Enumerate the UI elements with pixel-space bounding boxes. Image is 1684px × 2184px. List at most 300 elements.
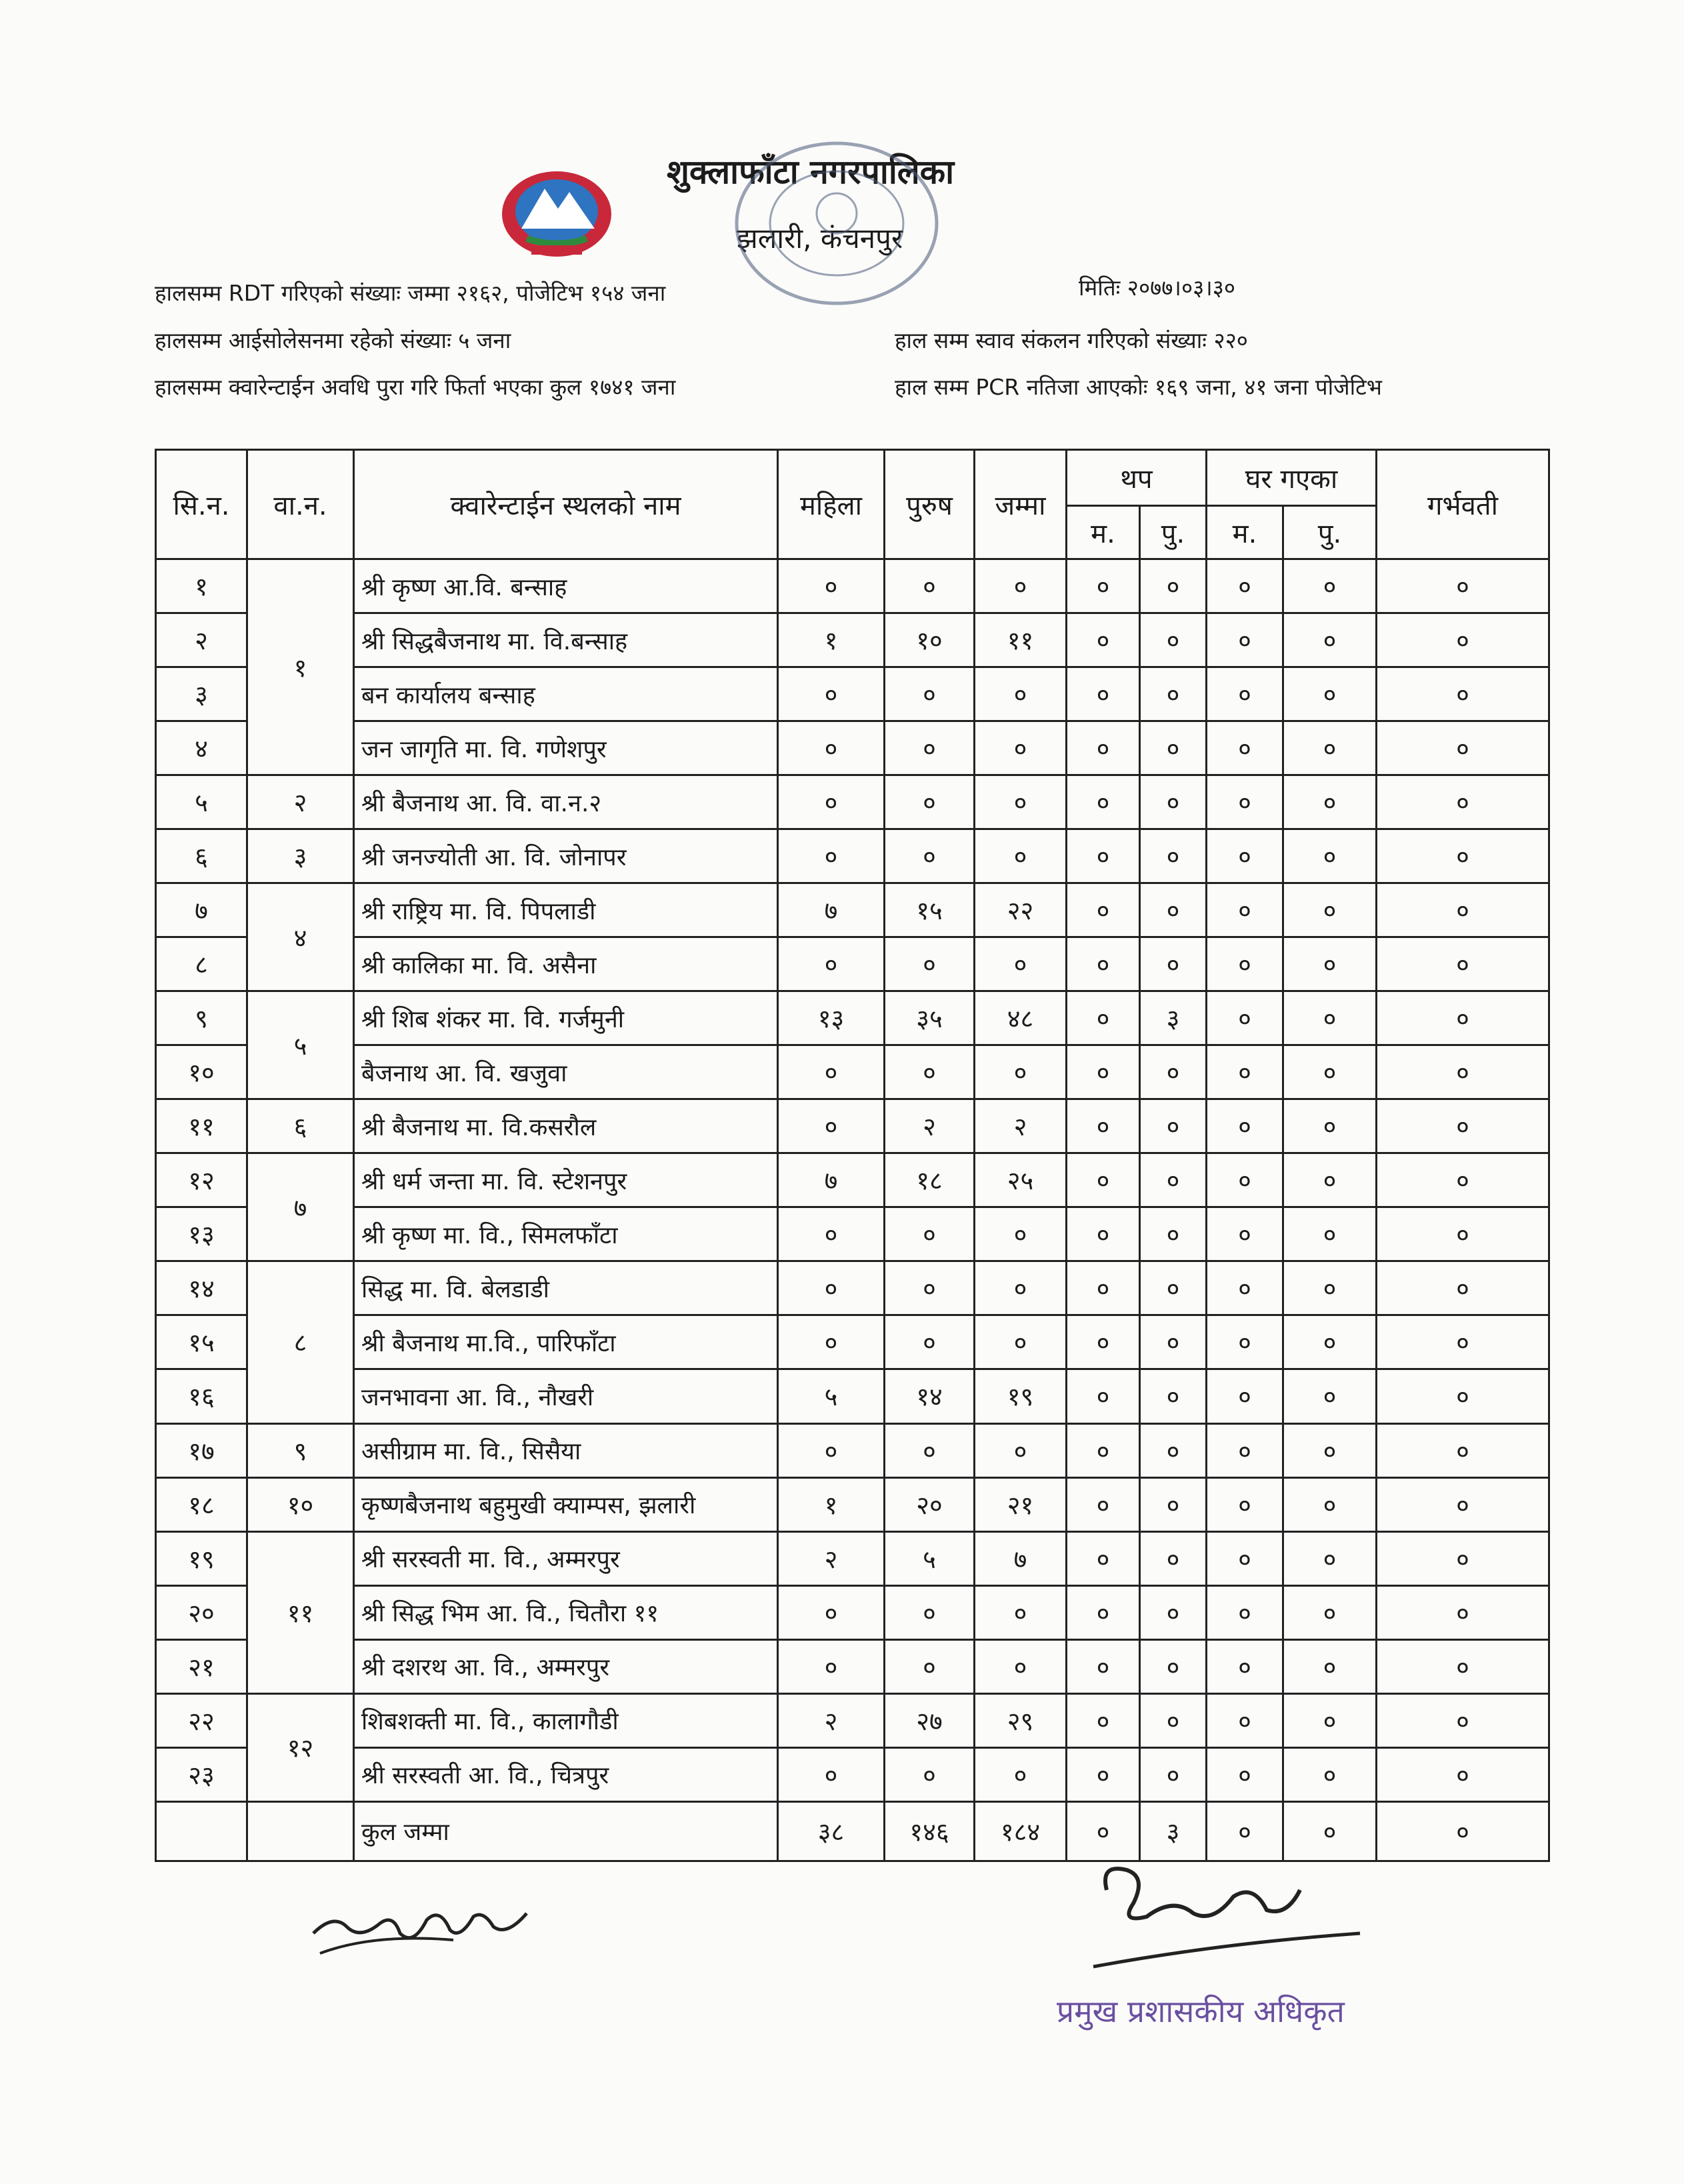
cell-extra-male: ०: [1140, 1261, 1207, 1315]
total-total: १८४: [975, 1801, 1067, 1861]
cell-home-female: ०: [1207, 1693, 1283, 1747]
cell-male: १४: [885, 1369, 975, 1423]
cell-location-name: श्री दशरथ आ. वि., अम्मरपुर: [354, 1639, 778, 1693]
cell-male: १५: [885, 883, 975, 937]
municipality-title: शुक्लाफाँटा नगरपालिका: [667, 153, 955, 191]
cell-extra-male: ०: [1140, 883, 1207, 937]
total-label: कुल जम्मा: [354, 1801, 778, 1861]
cell-extra-female: ०: [1067, 1099, 1140, 1153]
cell-male: १८: [885, 1153, 975, 1207]
cell-pregnant: ०: [1377, 1747, 1549, 1801]
cell-extra-female: ०: [1067, 1639, 1140, 1693]
cell-extra-male: ०: [1140, 1045, 1207, 1099]
cell-pregnant: ०: [1377, 1477, 1549, 1531]
cell-total: ०: [975, 1747, 1067, 1801]
table-row: [156, 1423, 1549, 1477]
cell-ward: [247, 1801, 354, 1861]
cell-extra-female: ०: [1067, 1423, 1140, 1477]
cell-male: ०: [885, 721, 975, 775]
cell-male: ०: [885, 1585, 975, 1639]
table-row: [156, 559, 1549, 613]
cell-sn: [156, 1801, 247, 1861]
cell-total: ०: [975, 1585, 1067, 1639]
cell-location-name: जनभावना आ. वि., नौखरी: [354, 1369, 778, 1423]
cell-extra-female: ०: [1067, 1477, 1140, 1531]
cell-pregnant: ०: [1377, 1315, 1549, 1369]
cell-home-female: ०: [1207, 1477, 1283, 1531]
cell-home-female: ०: [1207, 829, 1283, 883]
cell-home-female: ०: [1207, 1315, 1283, 1369]
cell-home-female: ०: [1207, 1261, 1283, 1315]
total-home-female: ०: [1207, 1801, 1283, 1861]
table-row: [156, 829, 1549, 883]
cell-location-name: श्री कृष्ण आ.वि. बन्साह: [354, 559, 778, 613]
cell-female: २: [778, 1531, 885, 1585]
cell-sn: ९: [156, 991, 247, 1045]
cell-sn: ५: [156, 775, 247, 829]
cell-extra-female: ०: [1067, 937, 1140, 991]
cell-total: ०: [975, 1315, 1067, 1369]
header-pregnant: गर्भवती: [1377, 450, 1549, 559]
cell-extra-male: ०: [1140, 775, 1207, 829]
cell-ward: २: [247, 775, 354, 829]
table-row: [156, 613, 1549, 667]
cell-home-male: ०: [1283, 1423, 1377, 1477]
cell-home-male: ०: [1283, 1099, 1377, 1153]
cell-total: ०: [975, 1045, 1067, 1099]
cell-location-name: जन जागृति मा. वि. गणेशपुर: [354, 721, 778, 775]
cell-home-female: ०: [1207, 721, 1283, 775]
cell-location-name: श्री बैजनाथ मा.वि., पारिफाँटा: [354, 1315, 778, 1369]
cell-home-male: ०: [1283, 667, 1377, 721]
cell-female: ०: [778, 1261, 885, 1315]
cell-pregnant: ०: [1377, 1099, 1549, 1153]
returned-count-text: हालसम्म क्वारेन्टाईन अवधि पुरा गरि फिर्ता भएका कुल १७४१ जना: [155, 374, 676, 400]
cell-location-name: श्री सरस्वती मा. वि., अम्मरपुर: [354, 1531, 778, 1585]
cell-home-female: ०: [1207, 1369, 1283, 1423]
cell-total: ०: [975, 721, 1067, 775]
cell-home-male: ०: [1283, 1315, 1377, 1369]
cell-extra-female: ०: [1067, 1153, 1140, 1207]
cell-female: ५: [778, 1369, 885, 1423]
cell-female: ०: [778, 559, 885, 613]
office-stamp-icon: [727, 133, 947, 313]
cell-home-male: ०: [1283, 991, 1377, 1045]
cell-extra-male: ०: [1140, 937, 1207, 991]
cell-home-female: ०: [1207, 1207, 1283, 1261]
cell-extra-male: ०: [1140, 1369, 1207, 1423]
cell-male: २०: [885, 1477, 975, 1531]
cell-home-female: ०: [1207, 667, 1283, 721]
cell-ward: ६: [247, 1099, 354, 1153]
cell-home-female: ०: [1207, 991, 1283, 1045]
cell-ward: १: [247, 559, 354, 775]
header-home-female: म.: [1207, 506, 1283, 559]
table-row: [156, 1153, 1549, 1207]
cell-ward: ५: [247, 991, 354, 1099]
cell-total: २९: [975, 1693, 1067, 1747]
cell-home-male: ०: [1283, 775, 1377, 829]
cell-location-name: श्री कालिका मा. वि. असैना: [354, 937, 778, 991]
cell-female: १३: [778, 991, 885, 1045]
right-signature: [1087, 1850, 1367, 1983]
cell-ward: १०: [247, 1477, 354, 1531]
cell-male: ०: [885, 1261, 975, 1315]
cell-sn: १३: [156, 1207, 247, 1261]
cell-sn: २२: [156, 1693, 247, 1747]
cell-extra-female: ०: [1067, 667, 1140, 721]
cell-female: ०: [778, 667, 885, 721]
cell-home-male: ०: [1283, 1747, 1377, 1801]
header-extra-male: पु.: [1140, 506, 1207, 559]
header-total: जम्मा: [975, 450, 1067, 559]
cell-male: ०: [885, 1315, 975, 1369]
cell-pregnant: ०: [1377, 667, 1549, 721]
cell-ward: ११: [247, 1531, 354, 1693]
cell-pregnant: ०: [1377, 937, 1549, 991]
cell-home-male: ०: [1283, 1045, 1377, 1099]
cell-home-male: ०: [1283, 829, 1377, 883]
cell-extra-female: ०: [1067, 1315, 1140, 1369]
cell-extra-female: ०: [1067, 829, 1140, 883]
total-pregnant: ०: [1377, 1801, 1549, 1861]
cell-ward: ७: [247, 1153, 354, 1261]
cell-home-female: ०: [1207, 1423, 1283, 1477]
cell-extra-male: ०: [1140, 1153, 1207, 1207]
table-row: [156, 1261, 1549, 1315]
cell-location-name: श्री सिद्धबैजनाथ मा. वि.बन्साह: [354, 613, 778, 667]
cell-male: २७: [885, 1693, 975, 1747]
cell-home-male: ०: [1283, 1531, 1377, 1585]
cell-extra-male: ०: [1140, 1639, 1207, 1693]
table-row: [156, 1369, 1549, 1423]
cell-extra-female: ०: [1067, 883, 1140, 937]
cell-ward: ९: [247, 1423, 354, 1477]
nepal-emblem-icon: [495, 162, 619, 262]
total-male: १४६: [885, 1801, 975, 1861]
cell-pregnant: ०: [1377, 559, 1549, 613]
cell-total: ०: [975, 937, 1067, 991]
cell-pregnant: ०: [1377, 1207, 1549, 1261]
cell-total: २१: [975, 1477, 1067, 1531]
cell-extra-female: ०: [1067, 991, 1140, 1045]
left-signature: [307, 1887, 547, 1967]
cell-extra-male: ०: [1140, 1531, 1207, 1585]
cell-home-male: ०: [1283, 1693, 1377, 1747]
cell-sn: १२: [156, 1153, 247, 1207]
cell-sn: २०: [156, 1585, 247, 1639]
header-ward: वा.न.: [247, 450, 354, 559]
municipality-address: झलारी, कंचनपुर: [737, 222, 903, 255]
table-row: [156, 883, 1549, 937]
cell-extra-female: ०: [1067, 1045, 1140, 1099]
date-text: मितिः २०७७।०३।३०: [1079, 275, 1236, 301]
cell-extra-male: ०: [1140, 613, 1207, 667]
cell-location-name: शिबशक्ती मा. वि., कालागौडी: [354, 1693, 778, 1747]
cell-sn: ४: [156, 721, 247, 775]
header-home-male: पु.: [1283, 506, 1377, 559]
cell-female: ०: [778, 1315, 885, 1369]
cell-sn: १८: [156, 1477, 247, 1531]
table-row: [156, 1045, 1549, 1099]
cell-extra-female: ०: [1067, 1693, 1140, 1747]
cell-total: ०: [975, 1207, 1067, 1261]
table-row: [156, 937, 1549, 991]
cell-extra-female: ०: [1067, 559, 1140, 613]
header-female: महिला: [778, 450, 885, 559]
cell-sn: ११: [156, 1099, 247, 1153]
cell-pregnant: ०: [1377, 613, 1549, 667]
cell-sn: १९: [156, 1531, 247, 1585]
cell-location-name: श्री शिब शंकर मा. वि. गर्जमुनी: [354, 991, 778, 1045]
cell-home-female: ०: [1207, 1045, 1283, 1099]
cell-pregnant: ०: [1377, 1261, 1549, 1315]
cell-sn: ३: [156, 667, 247, 721]
cell-extra-female: ०: [1067, 1369, 1140, 1423]
cell-home-male: ०: [1283, 721, 1377, 775]
cell-home-male: ०: [1283, 1585, 1377, 1639]
cell-total: ०: [975, 1423, 1067, 1477]
cell-home-male: ०: [1283, 1261, 1377, 1315]
cell-pregnant: ०: [1377, 883, 1549, 937]
table-row: [156, 1693, 1549, 1747]
table-row: [156, 721, 1549, 775]
table-row: [156, 1639, 1549, 1693]
cell-home-female: ०: [1207, 1099, 1283, 1153]
cell-extra-female: ०: [1067, 1207, 1140, 1261]
cell-location-name: श्री बैजनाथ आ. वि. वा.न.२: [354, 775, 778, 829]
cell-sn: २३: [156, 1747, 247, 1801]
cell-male: २: [885, 1099, 975, 1153]
cell-extra-female: ०: [1067, 1585, 1140, 1639]
cell-location-name: कृष्णबैजनाथ बहुमुखी क्याम्पस, झलारी: [354, 1477, 778, 1531]
table-row: [156, 1207, 1549, 1261]
cell-total: १९: [975, 1369, 1067, 1423]
cell-male: १०: [885, 613, 975, 667]
cell-female: ०: [778, 829, 885, 883]
cell-extra-male: ०: [1140, 1423, 1207, 1477]
cell-male: ०: [885, 775, 975, 829]
cell-sn: ६: [156, 829, 247, 883]
cell-home-female: ०: [1207, 775, 1283, 829]
cell-pregnant: ०: [1377, 721, 1549, 775]
cell-sn: १०: [156, 1045, 247, 1099]
cell-home-female: ०: [1207, 613, 1283, 667]
cell-female: ७: [778, 883, 885, 937]
cell-pregnant: ०: [1377, 1423, 1549, 1477]
cell-location-name: श्री धर्म जन्ता मा. वि. स्टेशनपुर: [354, 1153, 778, 1207]
cell-female: ०: [778, 721, 885, 775]
cell-sn: १४: [156, 1261, 247, 1315]
cell-sn: ७: [156, 883, 247, 937]
cell-home-female: ०: [1207, 937, 1283, 991]
cell-extra-male: ३: [1140, 991, 1207, 1045]
cell-total: ०: [975, 667, 1067, 721]
cell-sn: १५: [156, 1315, 247, 1369]
cell-sn: ८: [156, 937, 247, 991]
table-row: [156, 667, 1549, 721]
cell-home-male: ०: [1283, 559, 1377, 613]
cell-total: ७: [975, 1531, 1067, 1585]
rdt-count-text: हालसम्म RDT गरिएको संख्याः जम्मा २१६२, पोजेटिभ १५४ जना: [155, 280, 666, 306]
cell-pregnant: ०: [1377, 1639, 1549, 1693]
cell-male: ०: [885, 1207, 975, 1261]
cell-home-male: ०: [1283, 1153, 1377, 1207]
cell-female: ०: [778, 1207, 885, 1261]
cell-extra-male: ०: [1140, 667, 1207, 721]
cell-location-name: श्री कृष्ण मा. वि., सिमलफाँटा: [354, 1207, 778, 1261]
total-female: ३८: [778, 1801, 885, 1861]
cell-home-male: ०: [1283, 1369, 1377, 1423]
cell-location-name: असीग्राम मा. वि., सिसैया: [354, 1423, 778, 1477]
cell-total: २: [975, 1099, 1067, 1153]
header-sn: सि.न.: [156, 450, 247, 559]
cell-home-male: ०: [1283, 1207, 1377, 1261]
cell-home-female: ०: [1207, 1531, 1283, 1585]
cell-location-name: श्री सरस्वती आ. वि., चित्रपुर: [354, 1747, 778, 1801]
cell-home-female: ०: [1207, 1585, 1283, 1639]
cell-extra-male: ०: [1140, 1315, 1207, 1369]
pcr-result-text: हाल सम्म PCR नतिजा आएकोः १६९ जना, ४१ जना पोजेटिभ: [895, 374, 1383, 400]
cell-extra-male: ०: [1140, 721, 1207, 775]
cell-home-male: ०: [1283, 937, 1377, 991]
cell-extra-female: ०: [1067, 775, 1140, 829]
cell-sn: २१: [156, 1639, 247, 1693]
cell-total: ०: [975, 829, 1067, 883]
cell-extra-female: ०: [1067, 613, 1140, 667]
cell-total: ११: [975, 613, 1067, 667]
cell-male: ०: [885, 559, 975, 613]
cell-pregnant: ०: [1377, 1585, 1549, 1639]
cell-extra-female: ०: [1067, 1531, 1140, 1585]
header-extra: थप: [1067, 450, 1207, 506]
cell-extra-male: ०: [1140, 1477, 1207, 1531]
cell-extra-male: ०: [1140, 1099, 1207, 1153]
cell-pregnant: ०: [1377, 991, 1549, 1045]
cell-male: ०: [885, 1423, 975, 1477]
cell-male: ३५: [885, 991, 975, 1045]
cell-home-female: ०: [1207, 559, 1283, 613]
header-location-name: क्वारेन्टाईन स्थलको नाम: [354, 450, 778, 559]
cell-total: ०: [975, 559, 1067, 613]
cell-male: ०: [885, 1639, 975, 1693]
cell-sn: १: [156, 559, 247, 613]
cell-female: ०: [778, 1585, 885, 1639]
cell-total: २२: [975, 883, 1067, 937]
cell-extra-female: ०: [1067, 721, 1140, 775]
cell-male: ०: [885, 1747, 975, 1801]
cell-total: ०: [975, 1261, 1067, 1315]
table-row: [156, 1315, 1549, 1369]
cell-location-name: सिद्ध मा. वि. बेलडाडी: [354, 1261, 778, 1315]
cell-home-male: ०: [1283, 613, 1377, 667]
cell-male: ०: [885, 667, 975, 721]
table-row: [156, 1747, 1549, 1801]
cell-location-name: श्री राष्ट्रिय मा. वि. पिपलाडी: [354, 883, 778, 937]
header-gone-home: घर गएका: [1207, 450, 1377, 506]
cell-location-name: श्री बैजनाथ मा. वि.कसरौल: [354, 1099, 778, 1153]
cell-female: ०: [778, 1045, 885, 1099]
cell-pregnant: ०: [1377, 1693, 1549, 1747]
cell-female: १: [778, 1477, 885, 1531]
table-row: [156, 1531, 1549, 1585]
cell-home-female: ०: [1207, 883, 1283, 937]
cell-pregnant: ०: [1377, 775, 1549, 829]
table-row: [156, 1099, 1549, 1153]
cell-female: ०: [778, 937, 885, 991]
cell-male: ०: [885, 937, 975, 991]
cell-ward: ८: [247, 1261, 354, 1423]
header-male: पुरुष: [885, 450, 975, 559]
cell-home-male: ०: [1283, 1639, 1377, 1693]
cell-home-female: ०: [1207, 1153, 1283, 1207]
cell-female: १: [778, 613, 885, 667]
cell-male: ०: [885, 829, 975, 883]
designation-text: प्रमुख प्रशासकीय अधिकृत: [1057, 1993, 1345, 2029]
cell-sn: १७: [156, 1423, 247, 1477]
cell-home-male: ०: [1283, 883, 1377, 937]
cell-female: ०: [778, 1639, 885, 1693]
cell-total: २५: [975, 1153, 1067, 1207]
cell-ward: ४: [247, 883, 354, 991]
cell-home-male: ०: [1283, 1477, 1377, 1531]
cell-pregnant: ०: [1377, 1531, 1549, 1585]
total-home-male: ०: [1283, 1801, 1377, 1861]
quarantine-table: [155, 449, 1550, 1862]
total-extra-male: ३: [1140, 1801, 1207, 1861]
cell-total: ०: [975, 1639, 1067, 1693]
cell-pregnant: ०: [1377, 829, 1549, 883]
table-row: [156, 991, 1549, 1045]
cell-pregnant: ०: [1377, 1045, 1549, 1099]
cell-sn: २: [156, 613, 247, 667]
cell-female: ७: [778, 1153, 885, 1207]
cell-home-female: ०: [1207, 1639, 1283, 1693]
cell-male: ०: [885, 1045, 975, 1099]
header-extra-female: म.: [1067, 506, 1140, 559]
cell-total: ०: [975, 775, 1067, 829]
cell-extra-male: ०: [1140, 1747, 1207, 1801]
cell-female: ०: [778, 1423, 885, 1477]
cell-ward: १२: [247, 1693, 354, 1801]
cell-ward: ३: [247, 829, 354, 883]
table-row: [156, 775, 1549, 829]
table-row: [156, 1585, 1549, 1639]
table-row: [156, 1477, 1549, 1531]
cell-extra-male: ०: [1140, 1585, 1207, 1639]
cell-female: ०: [778, 1099, 885, 1153]
cell-sn: १६: [156, 1369, 247, 1423]
cell-extra-female: ०: [1067, 1261, 1140, 1315]
cell-female: २: [778, 1693, 885, 1747]
cell-extra-male: ०: [1140, 559, 1207, 613]
isolation-count-text: हालसम्म आईसोलेसनमा रहेको संख्याः ५ जना: [155, 327, 511, 353]
total-extra-female: ०: [1067, 1801, 1140, 1861]
cell-extra-female: ०: [1067, 1747, 1140, 1801]
cell-female: ०: [778, 775, 885, 829]
cell-location-name: बन कार्यालय बन्साह: [354, 667, 778, 721]
cell-total: ४८: [975, 991, 1067, 1045]
cell-location-name: श्री जनज्योती आ. वि. जोनापर: [354, 829, 778, 883]
cell-female: ०: [778, 1747, 885, 1801]
swab-count-text: हाल सम्म स्वाव संकलन गरिएको संख्याः २२०: [895, 327, 1248, 353]
cell-male: ५: [885, 1531, 975, 1585]
cell-extra-male: ०: [1140, 1693, 1207, 1747]
cell-extra-male: ०: [1140, 1207, 1207, 1261]
cell-pregnant: ०: [1377, 1369, 1549, 1423]
cell-location-name: श्री सिद्ध भिम आ. वि., चितौरा ११: [354, 1585, 778, 1639]
cell-pregnant: ०: [1377, 1153, 1549, 1207]
